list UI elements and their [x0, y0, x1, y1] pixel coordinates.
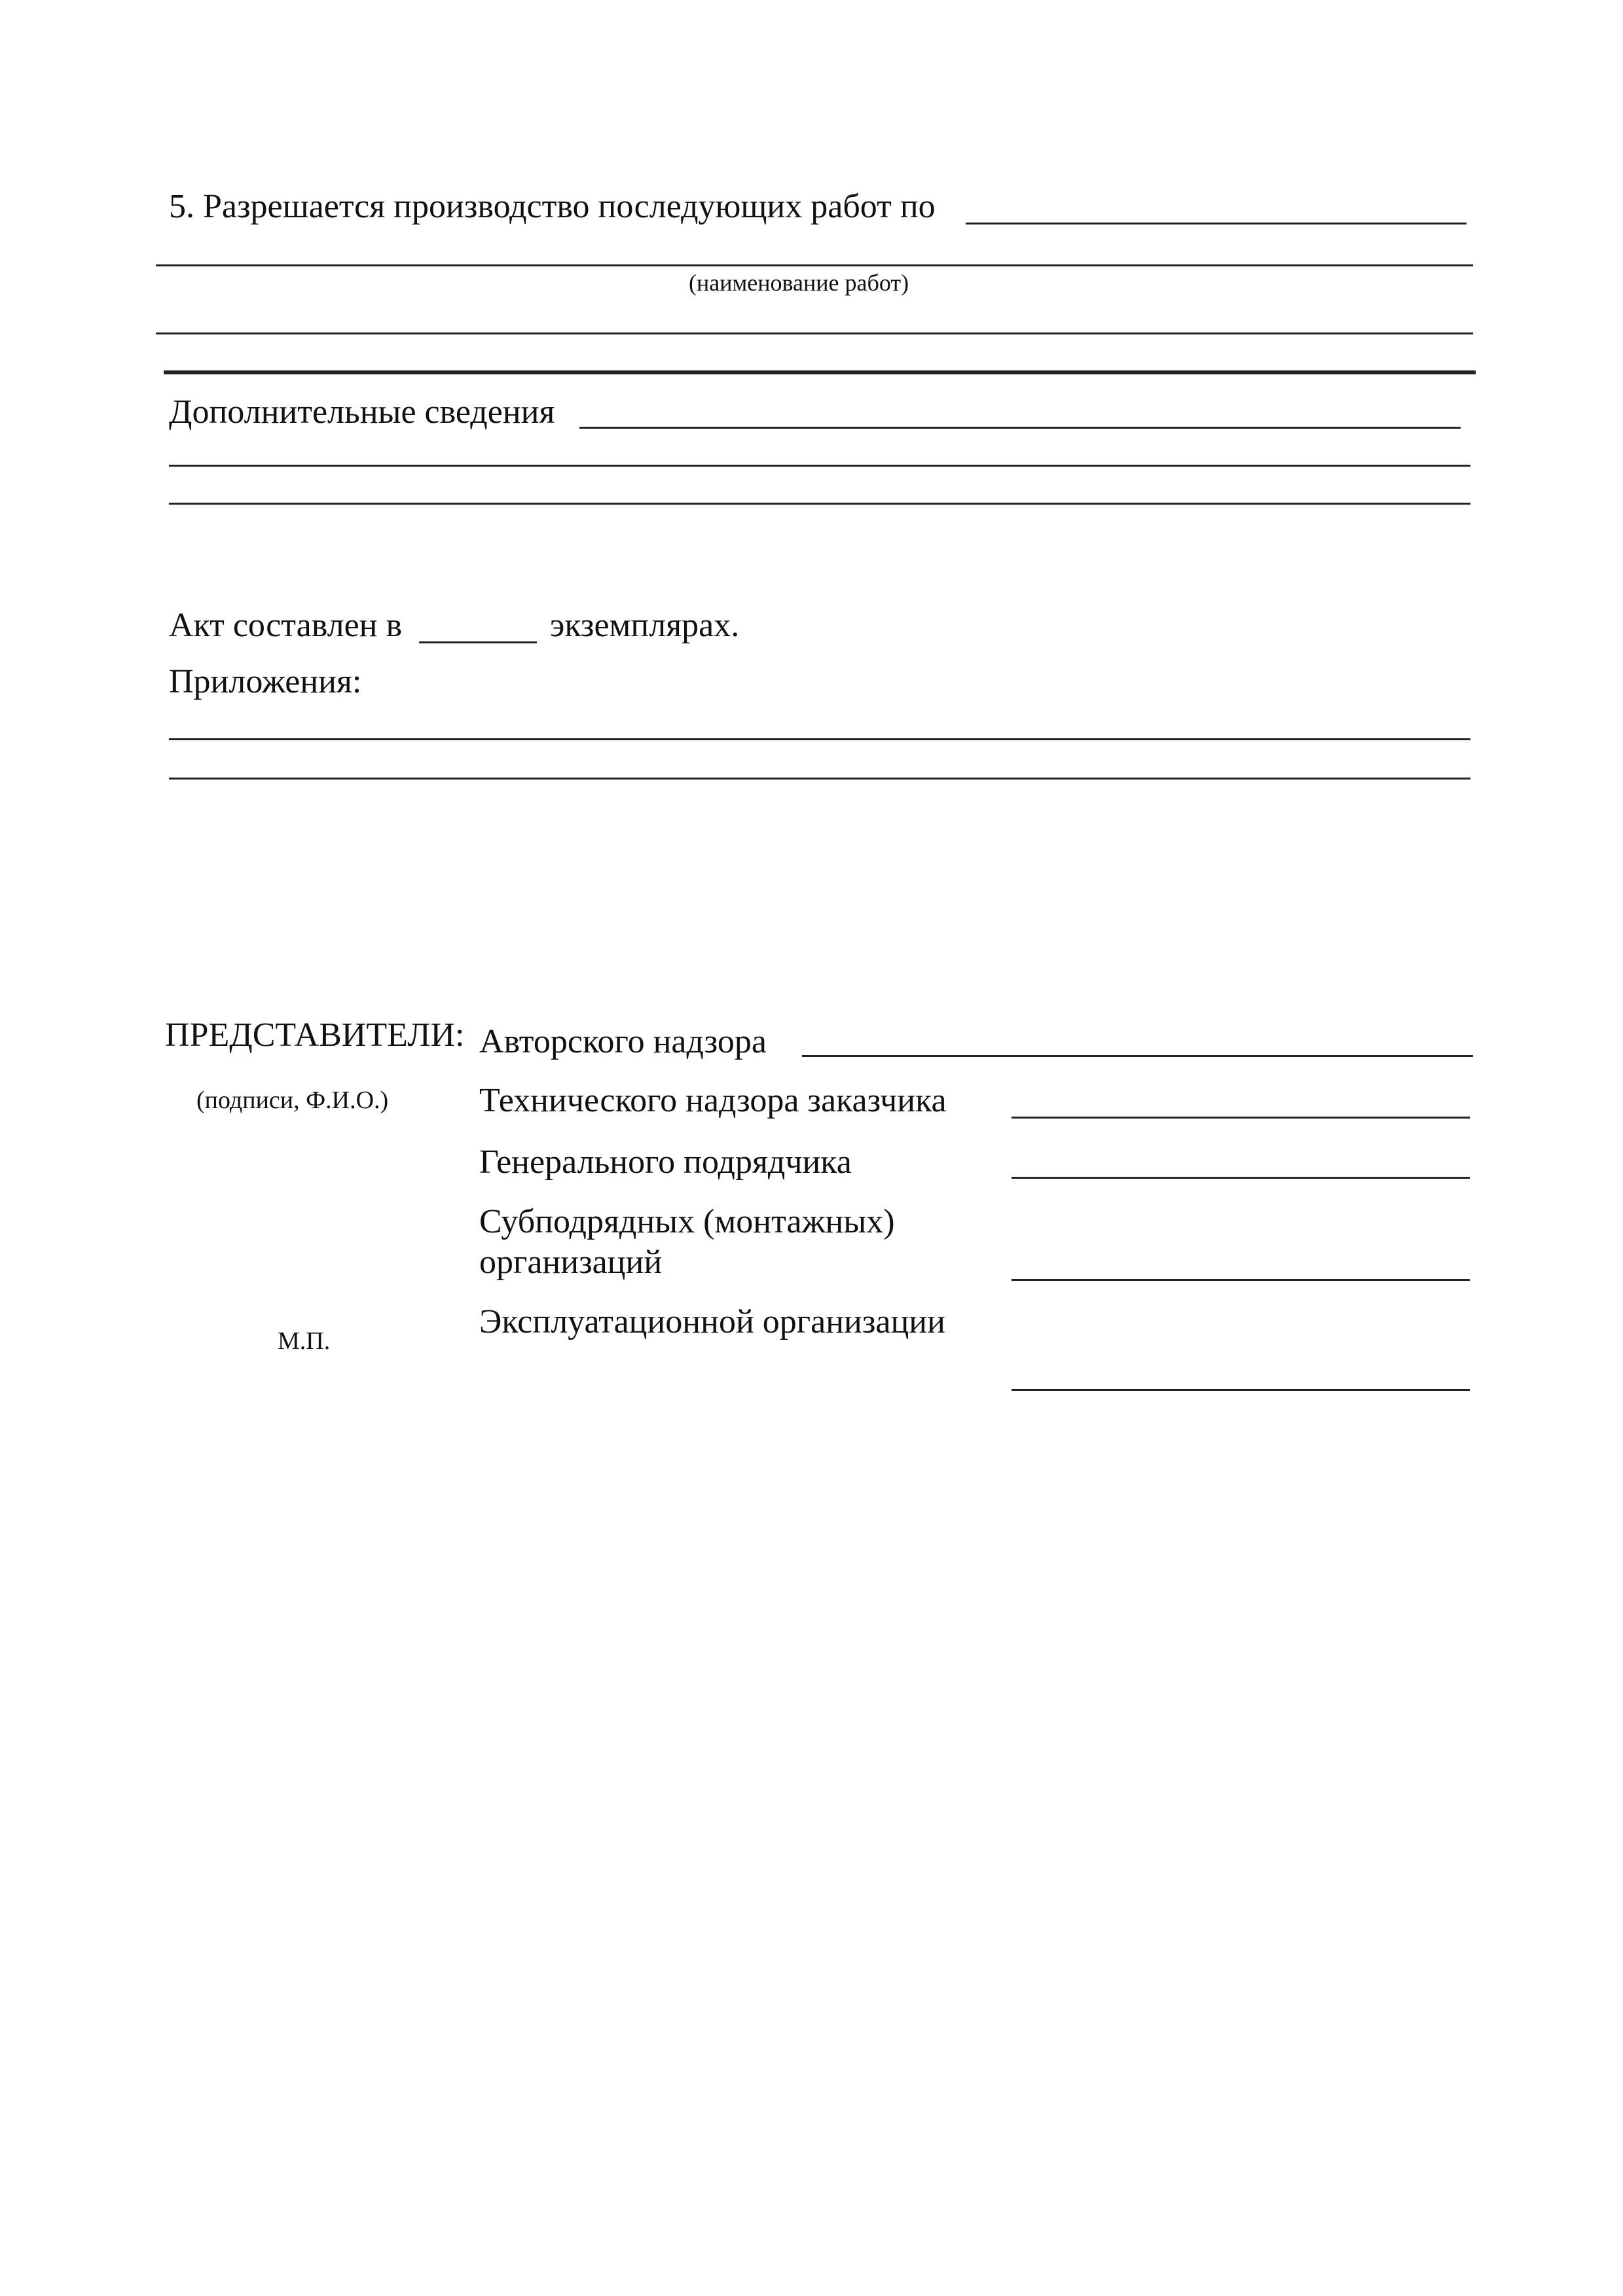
section-5-text: 5. Разрешается производство последующих работ по — [169, 188, 936, 225]
representatives-heading: ПРЕДСТАВИТЕЛИ: — [165, 1016, 465, 1054]
stamp-label: М.П. — [278, 1327, 331, 1355]
works-fill-line-3[interactable] — [156, 332, 1473, 334]
rep-author-supervision-signature-line[interactable] — [802, 1055, 1473, 1057]
rep-subcontractors: Субподрядных (монтажных) организаций — [479, 1203, 895, 1281]
rep-operating-organization: Эксплуатационной организации — [479, 1303, 945, 1340]
rep-general-contractor: Генерального подрядчика — [479, 1143, 852, 1181]
rep-general-contractor-signature-line[interactable] — [1012, 1177, 1470, 1179]
attachments-label: Приложения: — [169, 663, 362, 700]
rep-operating-organization-signature-line[interactable] — [1012, 1389, 1470, 1391]
works-fill-line-2[interactable] — [156, 264, 1473, 266]
rep-subcontractors-signature-line[interactable] — [1012, 1279, 1470, 1281]
additional-info-line-1[interactable] — [579, 427, 1461, 429]
rep-customer-technical-supervision: Технического надзора заказчика — [479, 1082, 947, 1119]
rep-customer-technical-supervision-signature-line[interactable] — [1012, 1117, 1470, 1119]
works-fill-line[interactable] — [966, 223, 1467, 224]
additional-info-line-2[interactable] — [169, 465, 1470, 467]
copies-suffix: экземплярах. — [550, 607, 740, 644]
additional-info-label: Дополнительные сведения — [169, 393, 555, 431]
signatures-note: (подписи, Ф.И.О.) — [196, 1086, 389, 1114]
attachments-line-1[interactable] — [169, 738, 1470, 740]
rep-author-supervision: Авторского надзора — [479, 1023, 767, 1060]
works-caption: (наименование работ) — [689, 270, 909, 296]
section-divider — [164, 370, 1476, 374]
copies-prefix: Акт составлен в — [169, 607, 403, 644]
copies-count-field[interactable] — [419, 641, 537, 643]
additional-info-line-3[interactable] — [169, 503, 1470, 505]
attachments-line-2[interactable] — [169, 778, 1470, 780]
